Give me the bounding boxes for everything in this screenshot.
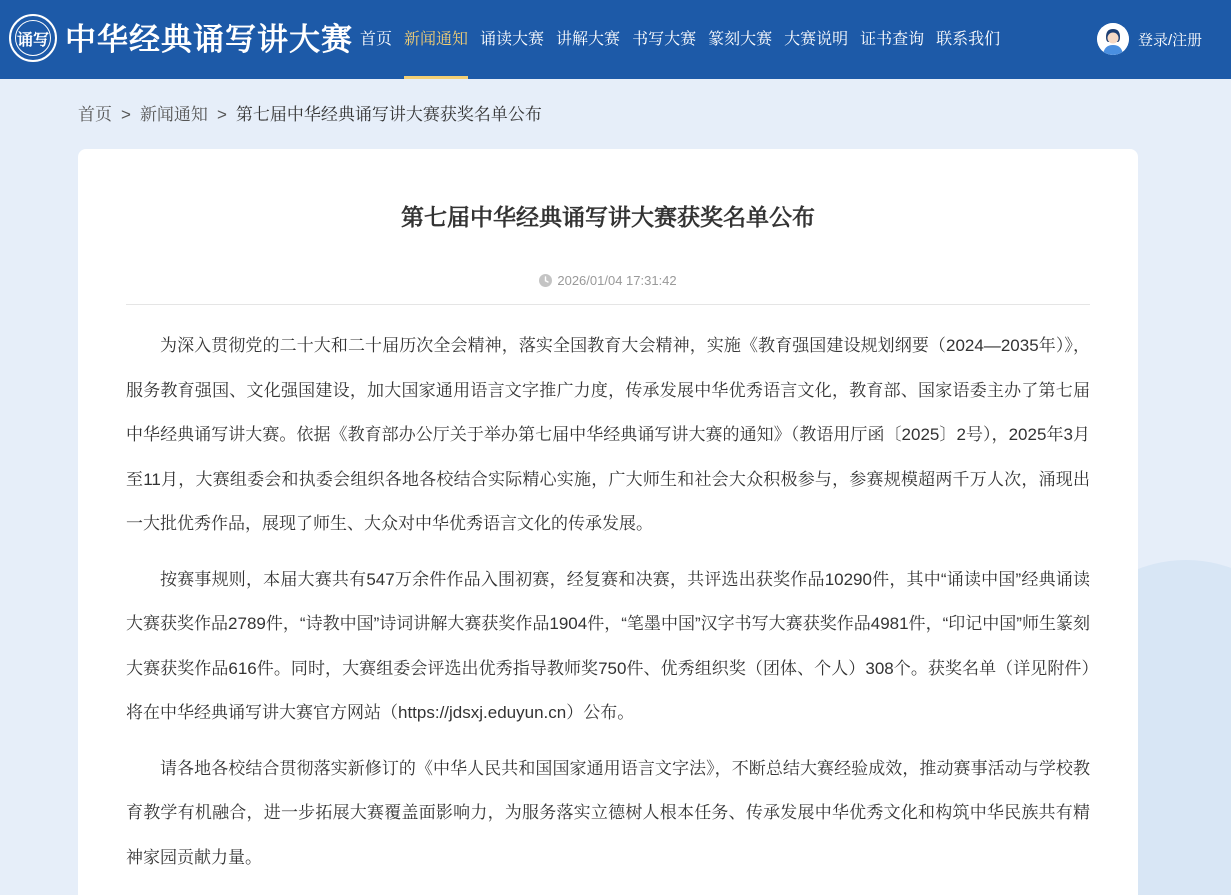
breadcrumb-current: 第七届中华经典诵写讲大赛获奖名单公布 — [235, 105, 542, 124]
breadcrumb-separator: > — [121, 105, 131, 124]
breadcrumb — [78, 104, 542, 126]
seal-logo-icon[interactable] — [9, 14, 57, 62]
site-title[interactable]: 中华经典诵写讲大赛 — [65, 22, 353, 57]
article-meta — [78, 271, 1138, 289]
nav-item-writing[interactable]: 书写大赛 — [632, 31, 697, 48]
nav-item-recitation[interactable]: 诵读大赛 — [480, 31, 545, 48]
article-paragraph: 按赛事规则，本届大赛共有547万余件作品入围初赛，经复赛和决赛，共评选出获奖作品10290件，其中“诵读中国”经典诵读大赛获奖作品2789件，“诗教中国”诗词讲解大赛获奖作品1904件，“笔墨中国”汉字书写大赛获奖作品4981件，“印记中国”师生篆刻大赛获奖作品616件。同时，大赛组委会评选出优秀指导教师奖750件、优秀组织奖（团体、个人）308个。获奖名单（详见附件）将在中华经典诵写讲大赛官方网站（https://jdsxj.eduyun.cn）公布。 — [126, 569, 1090, 722]
login-register-label: 登录/注册 — [1138, 31, 1203, 49]
main-nav — [360, 0, 1012, 79]
nav-item-news[interactable]: 新闻通知 — [404, 0, 468, 79]
article-title: 第七届中华经典诵写讲大赛获奖名单公布 — [401, 204, 815, 230]
login-register-button[interactable] — [1097, 22, 1202, 56]
title-divider — [126, 304, 1090, 305]
nav-item-certificate-query[interactable]: 证书查询 — [860, 31, 925, 48]
nav-item-contact[interactable]: 联系我们 — [936, 31, 1001, 48]
article-datetime: 2026/01/04 17:31:42 — [557, 272, 677, 288]
nav-item-seal-carving[interactable]: 篆刻大赛 — [708, 31, 773, 48]
breadcrumb-home[interactable]: 首页 — [78, 105, 112, 124]
article-paragraph: 为深入贯彻党的二十大和二十届历次全会精神，落实全国教育大会精神，实施《教育强国建设规划纲要（2024—2035年）》，服务教育强国、文化强国建设，加大国家通用语言文字推广力度，传承发展中华优秀语言文化，教育部、国家语委主办了第七届中华经典诵写讲大赛。依据《教育部办公厅关于举办第七届中华经典诵写讲大赛的通知》（教语用厅函〔2025〕2号），2025年3月至11月，大赛组委会和执委会组织各地各校结合实际精心实施，广大师生和社会大众积极参与，参赛规模超两千万人次，涌现出一大批优秀作品，展现了师生、大众对中华优秀语言文化的传承发展。 — [126, 336, 1090, 533]
article-body — [126, 324, 1090, 891]
site-header — [0, 0, 1231, 79]
user-avatar-icon[interactable] — [1097, 23, 1129, 55]
article-paragraph: 请各地各校结合贯彻落实新修订的《中华人民共和国国家通用语言文字法》，不断总结大赛经验成效，推动赛事活动与学校教育教学有机融合，进一步拓展大赛覆盖面影响力，为服务落实立德树人根本任务、传承发展中华优秀文化和构筑中华民族共有精神家园贡献力量。 — [126, 758, 1090, 867]
article-card — [78, 149, 1138, 895]
breadcrumb-separator: > — [216, 105, 227, 124]
nav-item-contest-info[interactable]: 大赛说明 — [784, 31, 849, 48]
breadcrumb-news[interactable]: 新闻通知 — [139, 105, 208, 124]
nav-item-home[interactable]: 首页 — [360, 31, 393, 48]
nav-item-explanation[interactable]: 讲解大赛 — [556, 31, 621, 48]
logo-seal-text: 诵写 — [15, 20, 51, 56]
clock-icon — [539, 274, 552, 287]
